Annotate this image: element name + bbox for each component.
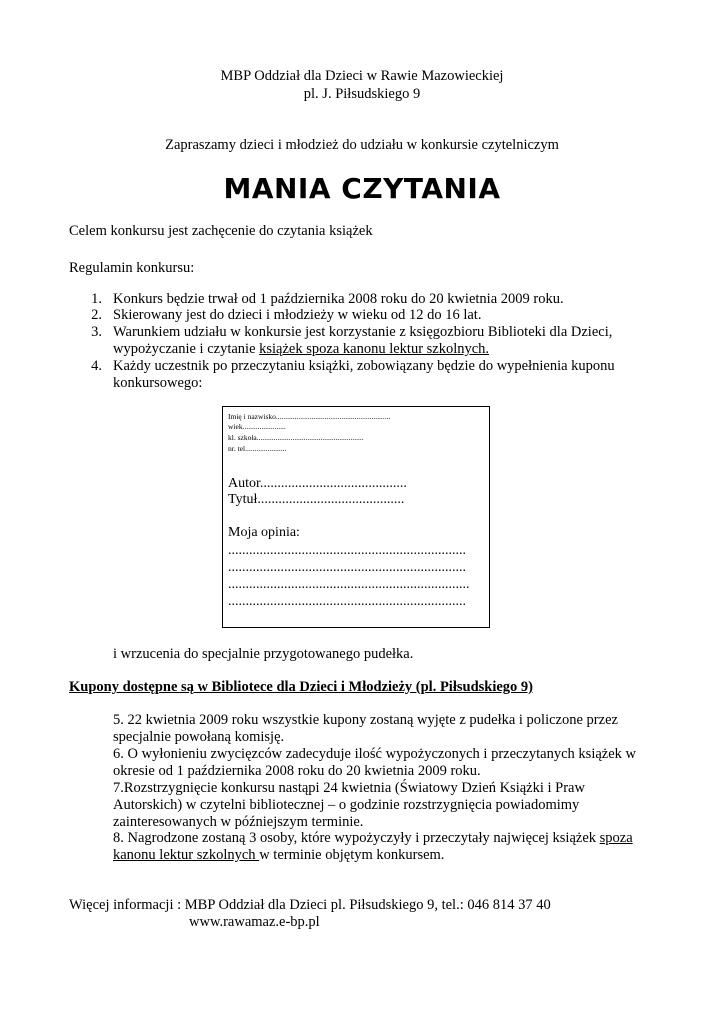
footer-website: www.rawamaz.e-bp.pl xyxy=(189,914,320,930)
rule-6: 6. O wyłonieniu zwycięzców zadecyduje ilość wypożyczonych i przeczytanych książek w okresie od 1 października 2008 roku do 20 kwietnia 2009 roku. xyxy=(113,746,636,779)
coupon-opinion-line: ..................................................................... xyxy=(228,577,470,592)
invitation-text: Zapraszamy dzieci i młodzież do udziału w konkursie czytelniczym xyxy=(165,137,559,153)
page-title: MANIA CZYTANIA xyxy=(223,172,501,205)
coupon-opinion-line: .................................................................... xyxy=(228,543,466,558)
rules-heading: Regulamin konkursu: xyxy=(69,260,195,276)
coupon-opinion-line: .................................................................... xyxy=(228,594,466,609)
coupon-school-field: kl. szkoła......................................................... xyxy=(228,433,364,442)
coupon-name-field: Imię i nazwisko............................................................. xyxy=(228,412,391,421)
coupon-form xyxy=(222,406,490,628)
underlined-phrase: książek spoza kanonu lektur szkolnych. xyxy=(259,341,490,357)
rule-7: 7.Rozstrzygnięcie konkursu nastąpi 24 kwietnia (Światowy Dzień Książki i Praw Autorskich) w czytelni bibliotecznej – o godzinie rozstrzygnięcia powiadomimy zainteresowanych w późniejszym terminie. xyxy=(113,780,585,830)
coupon-title-field: Tytuł.......................................... xyxy=(228,492,405,507)
drop-instruction: i wrzucenia do specjalnie przygotowanego pudełka. xyxy=(113,646,414,662)
purpose-text: Celem konkursu jest zachęcenie do czytania książek xyxy=(69,223,373,239)
coupon-opinion-label: Moja opinia: xyxy=(228,525,300,540)
coupon-age-field: wiek....................... xyxy=(228,422,286,431)
coupon-phone-field: nr. tel...................... xyxy=(228,444,287,453)
header-line-2: pl. J. Piłsudskiego 9 xyxy=(303,86,421,102)
rule-5: 5. 22 kwietnia 2009 roku wszystkie kupony zostaną wyjęte z pudełka i policzone przez specjalnie powołaną komisję. xyxy=(113,712,618,745)
coupon-author-field: Autor.......................................... xyxy=(228,476,407,491)
coupon-opinion-line: .................................................................... xyxy=(228,560,466,575)
header-line-1: MBP Oddział dla Dzieci w Rawie Mazowieckiej xyxy=(220,68,504,84)
rule-8: 8. Nagrodzone zostaną 3 osoby, które wypożyczyły i przeczytały najwięcej książek spoza kanonu lektur szkolnych w terminie objętym konkursem. xyxy=(113,830,633,863)
footer-info: Więcej informacji : MBP Oddział dla Dzieci pl. Piłsudskiego 9, tel.: 046 814 37 40 xyxy=(69,897,551,913)
coupons-availability: Kupony dostępne są w Bibliotece dla Dzieci i Młodzieży (pl. Piłsudskiego 9) xyxy=(69,679,534,695)
